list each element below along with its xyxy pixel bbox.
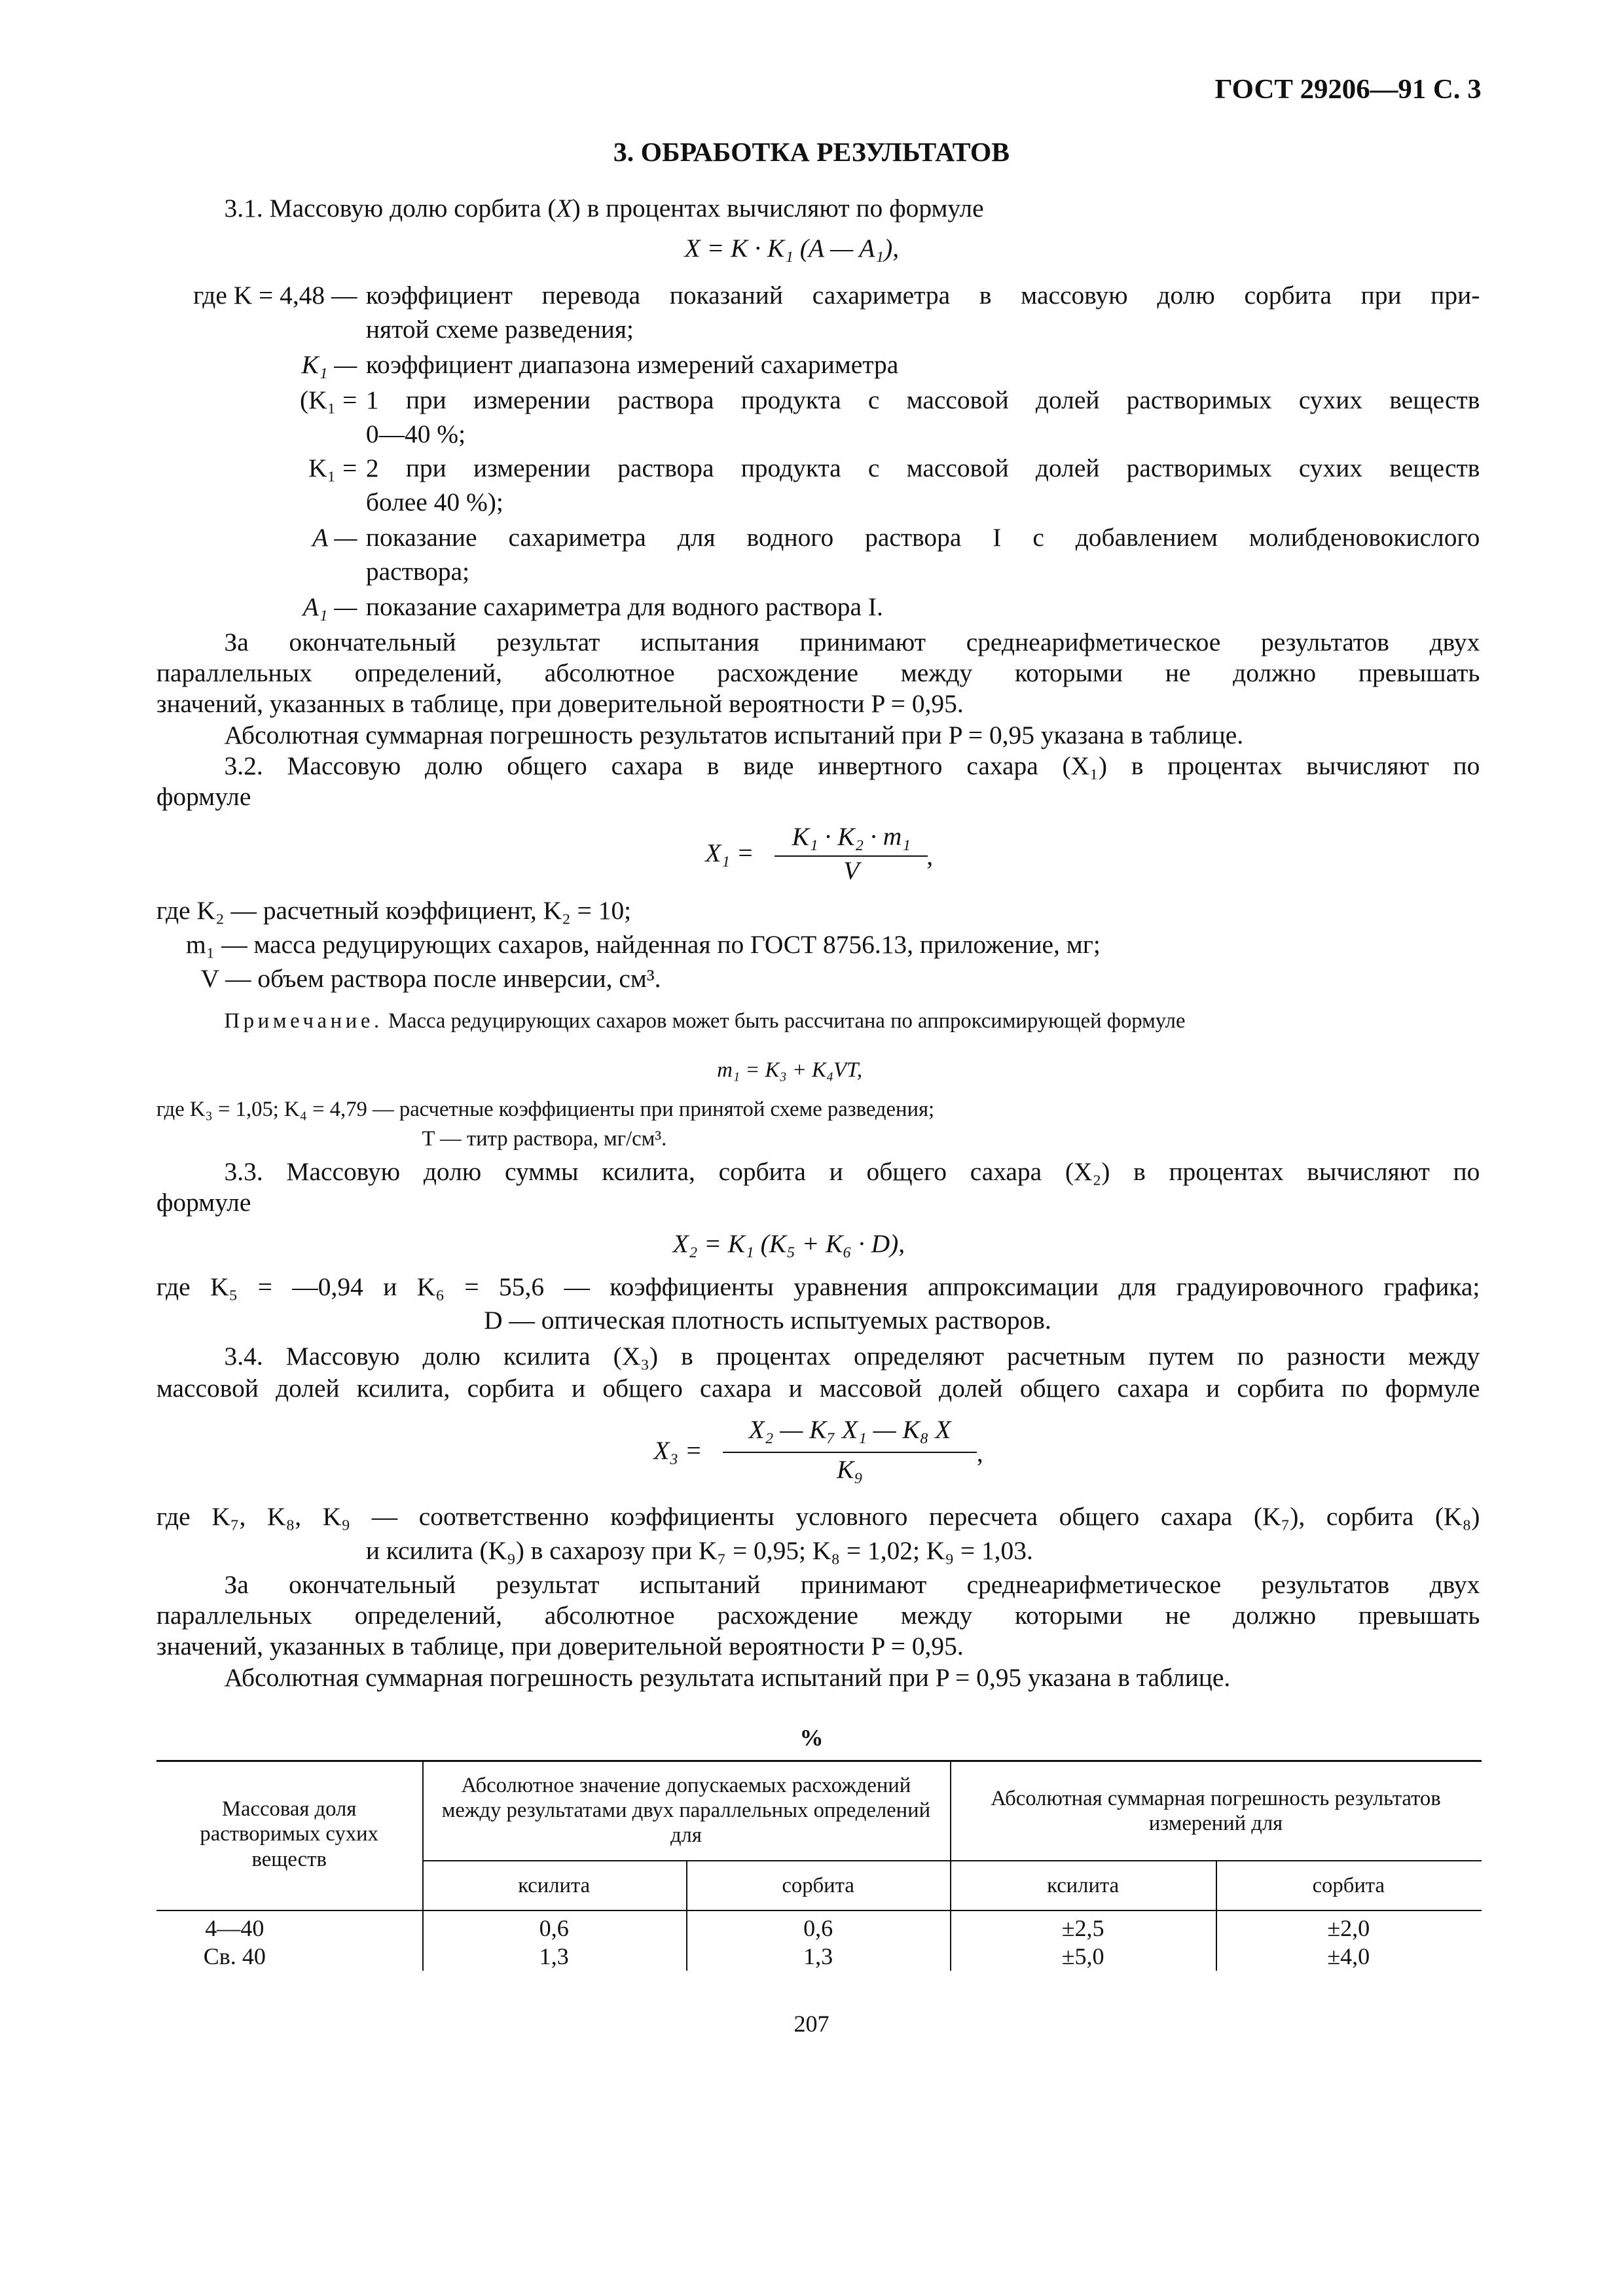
table-header-group1: Абсолютное значение допускаемых расхождений между результатами двух параллельных определений для: [441, 1773, 931, 1848]
p31-def-term-5: A₁ —: [302, 592, 357, 621]
p32-note-formula: m₁ = K₃ + K₄VT,: [717, 1058, 863, 1082]
page-header: ГОСТ 29206—91 С. 3: [1214, 73, 1482, 105]
p32-formula-denominator: V: [843, 856, 860, 886]
p34-intro-2: массовой долей ксилита, сорбита и общего сахара и массовой долей общего сахара и сорбита по формуле: [156, 1374, 1480, 1403]
p31-result-3: значений, указанных в таблице, при доверительной вероятности P = 0,95.: [156, 689, 964, 719]
table-rule-header-bottom: [156, 1910, 1482, 1911]
p31-intro: 3.1. Массовую долю сорбита (X) в процентах вычисляют по формуле: [224, 194, 984, 223]
table-unit: %: [799, 1725, 824, 1751]
p31-def-text-0a: коэффициент перевода показаний сахариметра в массовую долю сорбита при при-: [365, 281, 1480, 310]
p31-def-term-1: K₁ —: [301, 350, 357, 380]
p34-result-2: параллельных определений, абсолютное расхождение между которыми не должно превышать: [156, 1601, 1480, 1630]
p34-formula-lhs: X₃ =: [653, 1435, 702, 1465]
p31-def-text-4a: показание сахариметра для водного раствора I с добавлением молибденовокислого: [365, 522, 1480, 552]
p34-error: Абсолютная суммарная погрешность результата испытаний при P = 0,95 указана в таблице.: [224, 1662, 1231, 1692]
p33-intro-2: формуле: [156, 1188, 251, 1217]
table-header-group2: Абсолютная суммарная погрешность результатов измерений для: [991, 1787, 1441, 1836]
p31-def-text-5a: показание сахариметра для водного раствора I.: [365, 592, 883, 621]
p33-intro-1: 3.3. Массовую долю суммы ксилита, сорбита и общего сахара (X₂) в процентах вычисляют по: [224, 1157, 1480, 1186]
p31-def-term-2: (K₁ =: [299, 386, 357, 415]
p34-formula-tail: ,: [976, 1439, 983, 1468]
p32-def-1: где K₂ — расчетный коэффициент, K₂ = 10;: [156, 895, 632, 925]
p31-def-term-4: A —: [312, 522, 357, 552]
p33-def-1: где K₅ = —0,94 и K₆ = 55,6 — коэффициенты уравнения аппроксимации для градуировочного графика;: [156, 1272, 1480, 1301]
p31-def-term-0: где K = 4,48 —: [193, 281, 357, 310]
p31-def-text-0b: нятой схеме разведения;: [365, 315, 634, 344]
table-header-col1: Массовая доля растворимых сухих веществ: [200, 1797, 378, 1871]
p32-intro-2: формуле: [156, 782, 251, 812]
p34-intro-1: 3.4. Массовую долю ксилита (X₃) в процентах определяют расчетным путем по разности между: [224, 1341, 1480, 1371]
table-sub-sorbitol-2: сорбита: [1312, 1874, 1385, 1898]
table-row-1-xyl-diff: 1,3: [539, 1943, 569, 1970]
p34-result-1: За окончательный результат испытаний принимают среднеарифметическое результатов двух: [224, 1570, 1480, 1599]
p31-formula: X = K · K₁ (A — A₁),: [684, 234, 900, 263]
p31-def-text-3b: более 40 %);: [365, 487, 503, 516]
p31-error: Абсолютная суммарная погрешность результатов испытаний при P = 0,95 указана в таблице.: [224, 720, 1244, 749]
table-row-1-sorb-diff: 1,3: [803, 1943, 833, 1970]
page-number: 207: [793, 2011, 830, 2037]
table-row-1-xyl-err: ±5,0: [1061, 1943, 1104, 1970]
p32-formula-lhs: X₁ =: [705, 838, 754, 868]
note-label: Примечание.: [224, 1009, 383, 1033]
p32-def-3: V — объем раствора после инверсии, см³.: [200, 963, 661, 993]
p31-def-text-3a: 2 при измерении раствора продукта с массовой долей растворимых сухих веществ: [365, 453, 1480, 482]
table-row-1-range: Св. 40: [203, 1943, 266, 1970]
p31-def-text-2b: 0—40 %;: [365, 420, 466, 449]
p32-formula-tail: ,: [926, 841, 934, 870]
p34-result-3: значений, указанных в таблице, при доверительной вероятности P = 0,95.: [156, 1632, 964, 1661]
table-rule-subheader: [422, 1860, 1482, 1861]
table-row-1-sorb-err: ±4,0: [1327, 1943, 1370, 1970]
table-rule-top: [156, 1760, 1482, 1762]
p34-fraction-bar: [723, 1452, 977, 1453]
table-row-0-xyl-diff: 0,6: [539, 1915, 569, 1942]
table-row-0-sorb-err: ±2,0: [1327, 1915, 1370, 1942]
p32-note: Примечание. Масса редуцирующих сахаров может быть рассчитана по аппроксимирующей формуле: [224, 1009, 1186, 1033]
p32-note-def-1: где K₃ = 1,05; K₄ = 4,79 — расчетные коэффициенты при принятой схеме разведения;: [156, 1098, 935, 1122]
p31-def-text-2a: 1 при измерении раствора продукта с массовой долей растворимых сухих веществ: [365, 386, 1480, 415]
p31-def-text-4b: раствора;: [365, 556, 470, 586]
table-sub-xylitol-2: ксилита: [1047, 1874, 1120, 1898]
p33-def-2: D — оптическая плотность испытуемых растворов.: [484, 1306, 1051, 1335]
p34-def-2: и ксилита (K₉) в сахарозу при K₇ = 0,95; K₈ = 1,02; K₉ = 1,03.: [365, 1535, 1033, 1565]
table-row-0-sorb-diff: 0,6: [803, 1915, 833, 1942]
p34-formula-numerator: X₂ — K₇ X₁ — K₈ X: [748, 1415, 951, 1444]
table-row-0-xyl-err: ±2,5: [1061, 1915, 1104, 1942]
table-row-0-range: 4—40: [205, 1915, 264, 1942]
table-sub-xylitol-1: ксилита: [518, 1874, 591, 1898]
p31-result-1: За окончательный результат испытания принимают среднеарифметическое результатов двух: [224, 627, 1480, 656]
table-sub-sorbitol-1: сорбита: [782, 1874, 854, 1898]
p33-formula: X₂ = K₁ (K₅ + K₆ · D),: [672, 1229, 905, 1259]
p31-def-term-3: K₁ =: [308, 453, 357, 482]
p31-result-2: параллельных определений, абсолютное расхождение между которыми не должно превышать: [156, 658, 1480, 688]
p32-note-def-2: T — титр раствора, мг/см³.: [422, 1127, 667, 1151]
p32-formula-numerator: K₁ · K₂ · m₁: [792, 822, 911, 852]
p32-intro-1: 3.2. Массовую долю общего сахара в виде инвертного сахара (X₁) в процентах вычисляют по: [224, 751, 1480, 781]
p34-def-1: где K₇, K₈, K₉ — соответственно коэффициенты условного пересчета общего сахара (K₇), сорбита (K₈): [156, 1502, 1480, 1532]
p31-def-text-1a: коэффициент диапазона измерений сахариметра: [365, 350, 899, 380]
section-title: 3. ОБРАБОТКА РЕЗУЛЬТАТОВ: [613, 137, 1010, 168]
p34-formula-denominator: K₉: [837, 1455, 864, 1484]
p32-def-2: m₁ — масса редуцирующих сахаров, найденная по ГОСТ 8756.13, приложение, мг;: [185, 929, 1101, 959]
